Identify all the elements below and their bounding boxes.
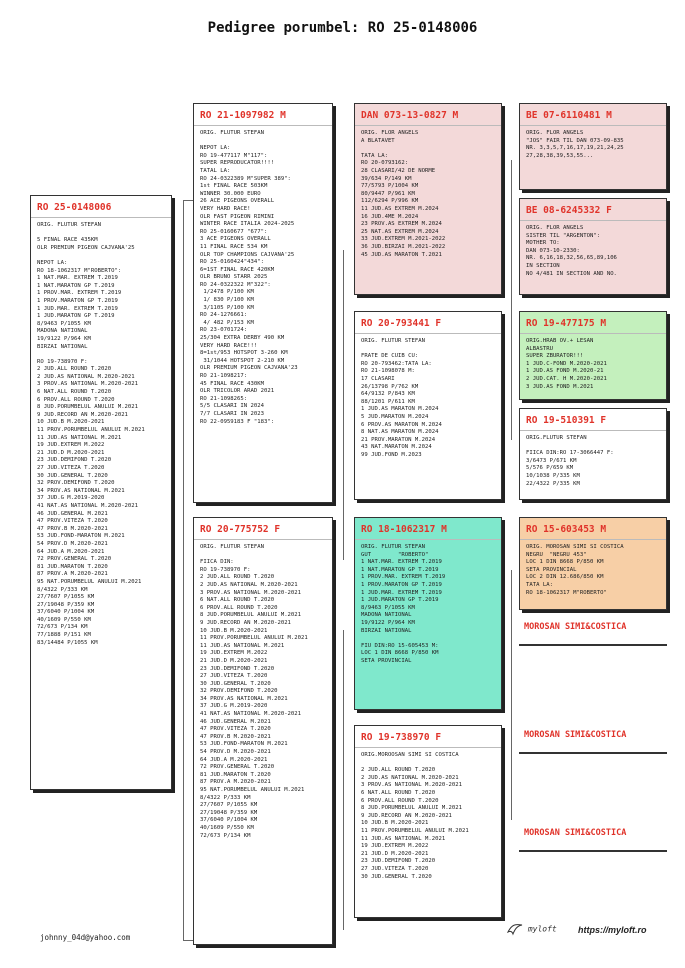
- connector-line: [343, 630, 344, 930]
- detail-line: OLR FAST PIGEON RIMINI: [200, 213, 275, 220]
- detail-line: 19 JUD.EXTREM M.2022: [361, 843, 429, 850]
- detail-line: ORIG. FLOR ANGELS: [526, 130, 584, 136]
- detail-line: 72/673 P/134 KM: [37, 624, 88, 631]
- detail-line: 16 JUD.4ME M.2024: [361, 213, 419, 220]
- detail-line: 6 NAT.ALL ROUND T.2020: [200, 597, 275, 604]
- detail-line: 19/9122 P/964 KM: [361, 619, 415, 626]
- detail-line: 9 JUD.RECORD AN M.2020-2021: [37, 411, 128, 418]
- detail-line: BIRZAI NATIONAL: [361, 627, 412, 634]
- detail-line: 27/7607 P/1055 KM: [200, 802, 258, 809]
- detail-line: 64 JUD.A M.2020-2021: [37, 548, 105, 555]
- detail-line: 37 JUD.G M.2019-2020: [200, 703, 268, 710]
- detail-line: 7/7 CLASARI IN 2023: [200, 410, 264, 417]
- detail-line: 17 CLASARI: [361, 375, 395, 382]
- detail-line: RO 21-1098217:: [200, 373, 248, 379]
- detail-line: DAN 073-10-2330:: [526, 247, 580, 254]
- detail-line: ORIG. FLUTUR STEFAN: [200, 544, 264, 550]
- sire-sire-sire-card: [519, 103, 667, 190]
- detail-line: SISTER TIL "ARGENTON":: [526, 232, 601, 239]
- connector-line: [183, 940, 193, 941]
- detail-line: 6 PROV.ALL ROUND T.2020: [200, 604, 278, 611]
- subject-ring: RO 25-0148006: [37, 202, 112, 213]
- detail-line: RO 19-738970 F:: [37, 358, 88, 365]
- detail-line: OLR PREMIUM PIGEON CAJVANA'23: [200, 365, 298, 372]
- detail-line: 21 JUD.D M.2020-2021: [361, 850, 429, 857]
- sire-dam-dam-details: [520, 431, 666, 492]
- detail-line: 3 JUD.AS FOND M.2021: [526, 383, 594, 390]
- detail-line: IN SECTION: [526, 262, 560, 269]
- detail-line: 27,28,38,39,53,55...: [526, 152, 594, 159]
- detail-line: 11 PROV.PORUMBELUL ANULUI M.2021: [361, 827, 469, 834]
- detail-line: 27/19048 P/359 KM: [37, 601, 95, 608]
- detail-line: LOC 2 DIN 12.686/850 KM: [526, 574, 604, 581]
- detail-line: 10 JUD.B M.2020-2021: [37, 419, 105, 426]
- detail-line: 1 JUD.AS MARATON M.2024: [361, 406, 439, 413]
- sire-sire-dam-card: [519, 198, 667, 295]
- detail-line: 3/6473 P/671 KM: [526, 457, 577, 464]
- detail-line: 1 JUD.MARATON GP T.2019: [37, 313, 115, 320]
- detail-line: 3 ACE PIGEONS OVERALL: [200, 236, 271, 243]
- detail-line: VERY HARD RACE!!!: [200, 342, 258, 349]
- detail-line: 3 PROV.AS NATIONAL M.2020-2021: [200, 589, 302, 596]
- detail-line: 10 JUD.B M.2020-2021: [361, 820, 429, 827]
- connector-line: [519, 850, 667, 852]
- detail-line: 1/2478 P/100 KM: [200, 289, 254, 296]
- detail-line: 11 PROV.PORUMBELUL ANULUI M.2021: [200, 635, 308, 642]
- detail-line: 30 JUD.GENERAL T.2020: [37, 472, 108, 479]
- dam-sire-details: [355, 540, 501, 670]
- detail-line: 11 JUD.AS NATIONAL M.2021: [361, 835, 446, 842]
- connector-line: [183, 200, 184, 940]
- page-title: Pedigree porumbel: RO 25-0148006: [207, 20, 478, 36]
- detail-line: ORIG. FLUTUR STEFAN: [37, 222, 101, 228]
- detail-line: 77/1888 P/151 KM: [37, 632, 91, 639]
- detail-line: 53 JUD.FOND-MARATON M.2021: [200, 741, 288, 748]
- detail-line: 1 NAT.MARATON GP T.2019: [361, 566, 439, 573]
- detail-line: 3 PROV.AS NATIONAL M.2020-2021: [361, 782, 463, 789]
- sire-sire-dam-ring: BE 08-6245332 F: [526, 205, 612, 216]
- detail-line: 80/9447 P/961 KM: [361, 190, 415, 197]
- detail-line: 64/9132 P/843 KM: [361, 391, 415, 398]
- detail-line: 83/14484 P/1055 KM: [37, 639, 98, 646]
- detail-line: 23 PROV.AS EXTREM M.2024: [361, 221, 442, 228]
- detail-line: NR. 6,16,18,32,56,65,89,106: [526, 255, 617, 262]
- detail-line: 1 JUD.MAR. EXTREM T.2019: [37, 305, 118, 312]
- detail-line: 22/4322 P/335 KM: [526, 480, 580, 487]
- sire-sire-ring: DAN 073-13-0827 M: [361, 110, 459, 121]
- sire-details: [194, 126, 332, 430]
- detail-line: 2 JUD.AS NATIONAL M.2020-2021: [361, 774, 459, 781]
- detail-line: MADONA NATIONAL: [37, 328, 88, 335]
- detail-line: RO 25-0160677 "677":: [200, 228, 268, 235]
- detail-line: 23 JUD.DEMIFOND T.2020: [200, 665, 275, 672]
- detail-line: 8/9463 P/1055 KM: [361, 604, 415, 611]
- detail-line: 34 PROV.AS NATIONAL M.2021: [200, 695, 288, 702]
- detail-line: [37, 230, 165, 238]
- detail-line: OLR BRUNO STARR 2025: [200, 274, 268, 281]
- detail-line: 32 PROV.DEMIFOND T.2020: [37, 480, 115, 487]
- detail-line: 40/1609 P/550 KM: [37, 616, 91, 623]
- detail-line: 26 ACE PIGEONS OVERALL: [200, 198, 275, 205]
- detail-line: 1 NAT.MARATON GP T.2019: [37, 282, 115, 289]
- detail-line: 21 JUD.D M.2020-2021: [37, 449, 105, 456]
- detail-line: 19 JUD.EXTREM M.2022: [37, 442, 105, 449]
- detail-line: 23 JUD.DEMIFOND T.2020: [361, 858, 436, 865]
- dam-details: [194, 540, 332, 844]
- detail-line: RO 20-793462:TATA LA:: [361, 360, 432, 367]
- detail-line: 45 FINAL RACE 430KM: [200, 380, 264, 387]
- detail-line: 26/13798 P/762 KM: [361, 383, 419, 390]
- detail-line: 33 JUD.EXTREM M.2021-2022: [361, 236, 446, 243]
- detail-line: 8/4322 P/333 KM: [200, 794, 251, 801]
- detail-line: 37/6040 P/1004 KM: [200, 817, 258, 824]
- detail-line: 9 JUD.RECORD AN M.2020-2021: [361, 812, 452, 819]
- connector-line: [519, 644, 667, 646]
- detail-line: ORIG. FLOR ANGELS: [361, 130, 419, 136]
- detail-line: 11 JUD.AS EXTREM M.2024: [361, 205, 439, 212]
- detail-line: 99 JUD.FOND M.2023: [361, 451, 422, 458]
- sire-sire-details: [355, 126, 501, 263]
- sire-dam-ring: RO 20-793441 F: [361, 318, 442, 329]
- dam-dam-ring: RO 19-738970 F: [361, 732, 442, 743]
- sire-sire-dam-details: [520, 221, 666, 282]
- detail-line: 41 NAT.AS NATIONAL M.2020-2021: [200, 711, 302, 718]
- sire-dam-dam-card: [519, 408, 667, 500]
- detail-line: 72 PROV.GENERAL T.2020: [200, 764, 275, 771]
- connector-line: [343, 250, 344, 560]
- dam-sire-sire-ring: RO 15-603453 M: [526, 524, 607, 535]
- detail-line: SUPER ZBURATOR!!!: [526, 353, 584, 360]
- detail-line: 54 PROV.D M.2020-2021: [37, 540, 108, 547]
- detail-line: WINNER 30.000 EURO: [200, 190, 261, 197]
- detail-line: 27/7607 P/1055 KM: [37, 594, 95, 601]
- detail-line: NEPOT LA:: [200, 145, 231, 152]
- detail-line: 8/4322 P/333 KM: [37, 586, 88, 593]
- detail-line: 34 PROV.AS NATIONAL M.2021: [37, 487, 125, 494]
- detail-line: SETA PROVINCIAL: [526, 566, 577, 573]
- detail-line: ORIG. FLUTUR STEFAN: [361, 544, 425, 550]
- detail-line: 31/1044 HOTSPOT 2-210 KM: [200, 357, 285, 364]
- detail-line: [361, 346, 495, 354]
- detail-line: 1 JUD.AS FOND M.2020-21: [526, 368, 604, 375]
- detail-line: RO 21-1098078 M:: [361, 368, 415, 375]
- detail-line: RO 24-0322322 M"322":: [200, 281, 271, 288]
- dam-ring: RO 20-775752 F: [200, 524, 281, 535]
- detail-line: A BLATAVET: [361, 137, 395, 144]
- detail-line: 88/1201 P/611 KM: [361, 398, 415, 405]
- detail-line: NO 4/481 IN SECTION AND NO.: [526, 270, 617, 277]
- detail-line: FIICA DIN:RO 17-3066447 F:: [526, 450, 614, 457]
- detail-line: ORIG. FLUTUR STEFAN: [361, 338, 425, 344]
- detail-line: 5 FINAL RACE 435KM: [37, 237, 98, 244]
- detail-line: 43 NAT.MARATON M.2024: [361, 444, 432, 451]
- detail-line: 47 PROV.VITEZA T.2020: [200, 726, 271, 733]
- detail-line: MOTHER TO:: [526, 240, 560, 247]
- detail-line: RO 20-0793162:: [361, 160, 409, 167]
- detail-line: 1 PROV.MARATON GP T.2019: [361, 581, 442, 588]
- sire-sire-sire-ring: BE 07-6110481 M: [526, 110, 612, 121]
- detail-line: 6 PROV.ALL ROUND T.2020: [361, 797, 439, 804]
- detail-line: 2 JUD.AS NATIONAL M.2020-2021: [37, 373, 135, 380]
- detail-line: 45 JUD.AS MARATON T.2021: [361, 251, 442, 258]
- detail-line: 28 CLASARI/42 DE NORME: [361, 167, 436, 174]
- detail-line: 53 JUD.FOND-MARATON M.2021: [37, 533, 125, 540]
- dam-dam-card: [354, 725, 502, 918]
- detail-line: 1/ 830 P/100 KM: [200, 297, 254, 304]
- detail-line: RO 18-1062317 M"ROBERTO": [526, 589, 607, 596]
- detail-line: 19/9122 P/964 KM: [37, 335, 91, 342]
- detail-line: 37/6040 P/1004 KM: [37, 609, 95, 616]
- detail-line: WINTER RACE ITALIA 2024-2025: [200, 221, 295, 228]
- dam-card: [193, 517, 333, 945]
- connector-line: [519, 752, 667, 754]
- detail-line: 8 JUD.PORUMBELUL ANULUI M.2021: [37, 404, 139, 411]
- detail-line: RO 25-0160424"434":: [200, 259, 264, 266]
- subject-details: [31, 218, 171, 651]
- detail-line: 27/19048 P/359 KM: [200, 809, 258, 816]
- sire-dam-dam-ring: RO 19-510391 F: [526, 415, 607, 426]
- detail-line: 1 NAT.MAR. EXTREM T.2019: [361, 559, 442, 566]
- detail-line: 19 JUD.EXTREM M.2022: [200, 650, 268, 657]
- myloft-logo: [507, 922, 557, 936]
- detail-line: 5/576 P/659 KM: [526, 465, 574, 472]
- detail-line: FRATE DE CUIB CU:: [361, 353, 419, 360]
- detail-line: RO 24-0322389 M"SUPER 389":: [200, 175, 291, 182]
- dam-dam-dam-label: MOROSAN SIMI&COSTICA: [524, 828, 627, 838]
- detail-line: 47 PROV.VITEZA T.2020: [37, 518, 108, 525]
- detail-line: RO 19-738970 F:: [200, 566, 251, 573]
- connector-line: [511, 570, 512, 820]
- detail-line: 10 JUD.B M.2020-2021: [200, 627, 268, 634]
- detail-line: 2 JUD.ALL ROUND T.2020: [361, 767, 436, 774]
- detail-line: BIRZAI NATIONAL: [37, 343, 88, 350]
- detail-line: SUPER REPRODUCATOR!!!!: [200, 160, 275, 167]
- detail-line: 6=1ST FINAL RACE 420KM: [200, 266, 275, 273]
- detail-line: 64 JUD.A M.2020-2021: [200, 756, 268, 763]
- dam-sire-card: [354, 517, 502, 710]
- detail-line: 11 FINAL RACE 534 KM: [200, 243, 268, 250]
- subject-card: [30, 195, 172, 790]
- detail-line: 95 NAT.PORUMBELUL ANULUI M.2021: [37, 578, 142, 585]
- detail-line: TATAL LA:: [200, 167, 231, 174]
- detail-line: 8 NAT.AS MARATON M.2024: [361, 429, 439, 436]
- detail-line: 46 JUD.GENERAL M.2021: [200, 718, 271, 725]
- detail-line: 39/634 P/149 KM: [361, 175, 412, 182]
- footer-url[interactable]: https://myloft.ro: [578, 925, 647, 935]
- detail-line: ORIG. MOROSAN SIMI SI COSTICA: [526, 544, 624, 550]
- detail-line: 54 PROV.D M.2020-2021: [200, 749, 271, 756]
- detail-line: RO 21-1098265:: [200, 395, 248, 402]
- dam-dam-details: [355, 748, 501, 885]
- detail-line: 36 JUD.BIRZAI M.2021-2022: [361, 243, 446, 250]
- detail-line: 1 JUD.MARATON GP T.2019: [361, 597, 439, 604]
- connector-line: [183, 200, 193, 201]
- detail-line: 2 JUD.AS NATIONAL M.2020-2021: [200, 581, 298, 588]
- detail-line: 1 PROV.MAR. EXTREM T.2019: [37, 290, 122, 297]
- detail-line: GUT "ROBERTO": [361, 551, 429, 558]
- detail-line: "JOS" FAIR TIL DAN 073-09-835: [526, 137, 624, 144]
- detail-line: 6 PROV.AS MARATON M.2024: [361, 421, 442, 428]
- detail-line: 72/673 P/134 KM: [200, 832, 251, 839]
- detail-line: VERY HARD RACE!: [200, 205, 251, 212]
- sire-ring: RO 21-1097982 M: [200, 110, 286, 121]
- bird-icon: [507, 922, 523, 936]
- detail-line: 21 JUD.D M.2020-2021: [200, 657, 268, 664]
- detail-line: 95 NAT.PORUMBELUL ANULUI M.2021: [200, 787, 305, 793]
- sire-dam-card: [354, 311, 502, 500]
- detail-line: RO 23-0701724:: [200, 327, 248, 334]
- detail-line: TATA LA:: [361, 152, 388, 159]
- dam-sire-sire-details: [520, 540, 666, 601]
- detail-line: ORIG.HRAB OV.+ LESAN: [526, 338, 594, 344]
- detail-line: 1st FINAL RACE 503KM: [200, 183, 268, 190]
- detail-line: 6 NAT.ALL ROUND T.2020: [37, 389, 112, 396]
- detail-line: 2 JUD.CAT. H M.2020-2021: [526, 375, 607, 382]
- detail-line: 8/9463 P/1055 KM: [37, 320, 91, 327]
- detail-line: 25 NAT.AS EXTREM M.2024: [361, 228, 439, 235]
- detail-line: ORIG.FLUTUR STEFAN: [526, 435, 587, 441]
- detail-line: [200, 138, 326, 146]
- detail-line: 32 PROV.DEMIFOND T.2020: [200, 688, 278, 695]
- sire-sire-card: [354, 103, 502, 295]
- detail-line: 11 JUD.AS NATIONAL M.2021: [200, 642, 285, 649]
- detail-line: [37, 351, 165, 359]
- dam-dam-sire-label: MOROSAN SIMI&COSTICA: [524, 730, 627, 740]
- detail-line: NEGRU "NEGRU 453": [526, 551, 587, 558]
- detail-line: 21 PROV.MARATON M.2024: [361, 436, 436, 443]
- dam-sire-dam-label: MOROSAN SIMI&COSTICA: [524, 622, 627, 632]
- detail-line: 72 PROV.GENERAL T.2020: [37, 556, 112, 563]
- detail-line: 81 JUD.MARATON T.2020: [37, 563, 108, 570]
- detail-line: 8=1st/953 HOTSPOT 3-260 KM: [200, 350, 288, 357]
- detail-line: 27 JUD.VITEZA T.2020: [200, 673, 268, 680]
- footer-email: johnny_04d@yahoo.com: [40, 933, 131, 942]
- detail-line: 8 JUD.PORUMBELUL ANULUI M.2021: [200, 612, 302, 619]
- detail-line: 1 PROV.MAR. EXTREM T.2019: [361, 574, 446, 581]
- detail-line: ALBASTRU: [526, 345, 553, 352]
- detail-line: ORIG. FLOR ANGELS: [526, 225, 584, 231]
- detail-line: 47 PROV.B M.2020-2021: [200, 733, 271, 740]
- detail-line: FIICA DIN:: [200, 559, 234, 566]
- detail-line: ORIG.MOROOSAN SIMI SI COSTICA: [361, 752, 459, 758]
- sire-dam-sire-card: [519, 311, 667, 400]
- detail-line: 41 NAT.AS NATIONAL M.2020-2021: [37, 502, 139, 509]
- detail-line: NR. 3,3,5,7,16,17,19,21,24,25: [526, 145, 624, 152]
- detail-line: [361, 635, 495, 643]
- detail-line: 87 PROV.A M.2020-2021: [200, 779, 271, 786]
- sire-card: [193, 103, 333, 503]
- detail-line: 27 JUD.VITEZA T.2020: [361, 865, 429, 872]
- detail-line: 112/6294 P/996 KM: [361, 198, 419, 205]
- detail-line: RO 22-0959183 F "183":: [200, 418, 275, 425]
- connector-line: [511, 160, 512, 440]
- detail-line: 30 JUD.GENERAL T.2020: [200, 680, 271, 687]
- detail-line: [361, 760, 495, 768]
- detail-line: RO 24-1276661:: [200, 312, 248, 319]
- detail-line: LOC 1 DIN 8668 P/850 KM: [526, 559, 604, 566]
- detail-line: 2 JUD.ALL ROUND T.2020: [200, 574, 275, 581]
- detail-line: 3/1105 P/100 KM: [200, 304, 254, 311]
- detail-line: 23 JUD.DEMIFOND T.2020: [37, 457, 112, 464]
- detail-line: NEPOT LA:: [37, 259, 68, 266]
- detail-line: 11 PROV.PORUMBELUL ANULUI M.2021: [37, 427, 145, 434]
- detail-line: 27 JUD.VITEZA T.2020: [37, 465, 105, 471]
- detail-line: OLR TOP CHAMPIONS CAJVANA'25: [200, 251, 295, 258]
- detail-line: 3 PROV.AS NATIONAL M.2020-2021: [37, 381, 139, 388]
- detail-line: RO 18-1062317 M"ROBERTO":: [37, 267, 122, 274]
- detail-line: 1 JUD.MAR. EXTREM T.2019: [361, 589, 442, 596]
- detail-line: ORIG. FLUTUR STEFAN: [200, 130, 264, 136]
- detail-line: 37 JUD.G M.2019-2020: [37, 495, 105, 502]
- detail-line: 5/5 CLASARI IN 2024: [200, 403, 264, 410]
- detail-line: FIU DIN:RO 15-605453 M:: [361, 642, 439, 649]
- detail-line: 81 JUD.MARATON T.2020: [200, 771, 271, 778]
- detail-line: RO 19-477117 M"117":: [200, 152, 268, 159]
- detail-line: [200, 552, 326, 560]
- detail-line: TATA LA:: [526, 581, 553, 588]
- detail-line: 46 JUD.GENERAL M.2021: [37, 510, 108, 517]
- detail-line: SETA PROVINCIAL: [361, 657, 412, 664]
- detail-line: 40/1609 P/550 KM: [200, 824, 254, 831]
- detail-line: 11 JUD.AS NATIONAL M.2021: [37, 434, 122, 441]
- dam-sire-ring: RO 18-1062317 M: [361, 524, 447, 535]
- detail-line: OLR PREMIUM PIGEON CAJVANA'25: [37, 244, 135, 251]
- sire-dam-sire-details: [520, 334, 666, 395]
- detail-line: 1 PROV.MARATON GP T.2019: [37, 297, 118, 304]
- detail-line: 5 JUD.MARATON M.2024: [361, 413, 429, 420]
- detail-line: 10/1038 P/335 KM: [526, 472, 580, 479]
- detail-line: MADONA NATIONAL: [361, 612, 412, 619]
- detail-line: 6 PROV.ALL ROUND T.2020: [37, 396, 115, 403]
- detail-line: 1 JUD.C-FOND M.2020-2021: [526, 360, 607, 367]
- detail-line: 4/ 482 P/153 KM: [200, 319, 254, 326]
- logo-text: myloft: [527, 924, 557, 934]
- detail-line: 47 PROV.B M.2020-2021: [37, 525, 108, 532]
- detail-line: 6 NAT.ALL ROUND T.2020: [361, 789, 436, 796]
- detail-line: 30 JUD.GENERAL T.2020: [361, 873, 432, 880]
- detail-line: [37, 252, 165, 260]
- detail-line: 9 JUD.RECORD AN M.2020-2021: [200, 619, 291, 626]
- detail-line: OLR TRICOLOR ARAD 2021: [200, 388, 275, 395]
- detail-line: 8 JUD.PORUMBELUL ANULUI M.2021: [361, 805, 463, 812]
- detail-line: 25/304 EXTRA DERBY 490 KM: [200, 335, 285, 342]
- detail-line: 1 NAT.MAR. EXTREM T.2019: [37, 275, 118, 282]
- sire-sire-sire-details: [520, 126, 666, 164]
- dam-sire-sire-card: [519, 517, 667, 610]
- detail-line: 87 PROV.A M.2020-2021: [37, 571, 108, 578]
- detail-line: [361, 145, 495, 153]
- detail-line: LOC 1 DIN 8668 P/850 KM: [361, 650, 439, 657]
- detail-line: [526, 443, 660, 451]
- sire-dam-sire-ring: RO 19-477175 M: [526, 318, 607, 329]
- detail-line: 77/5793 P/1004 KM: [361, 183, 419, 190]
- detail-line: 2 JUD.ALL ROUND T.2020: [37, 366, 112, 373]
- sire-dam-details: [355, 334, 501, 464]
